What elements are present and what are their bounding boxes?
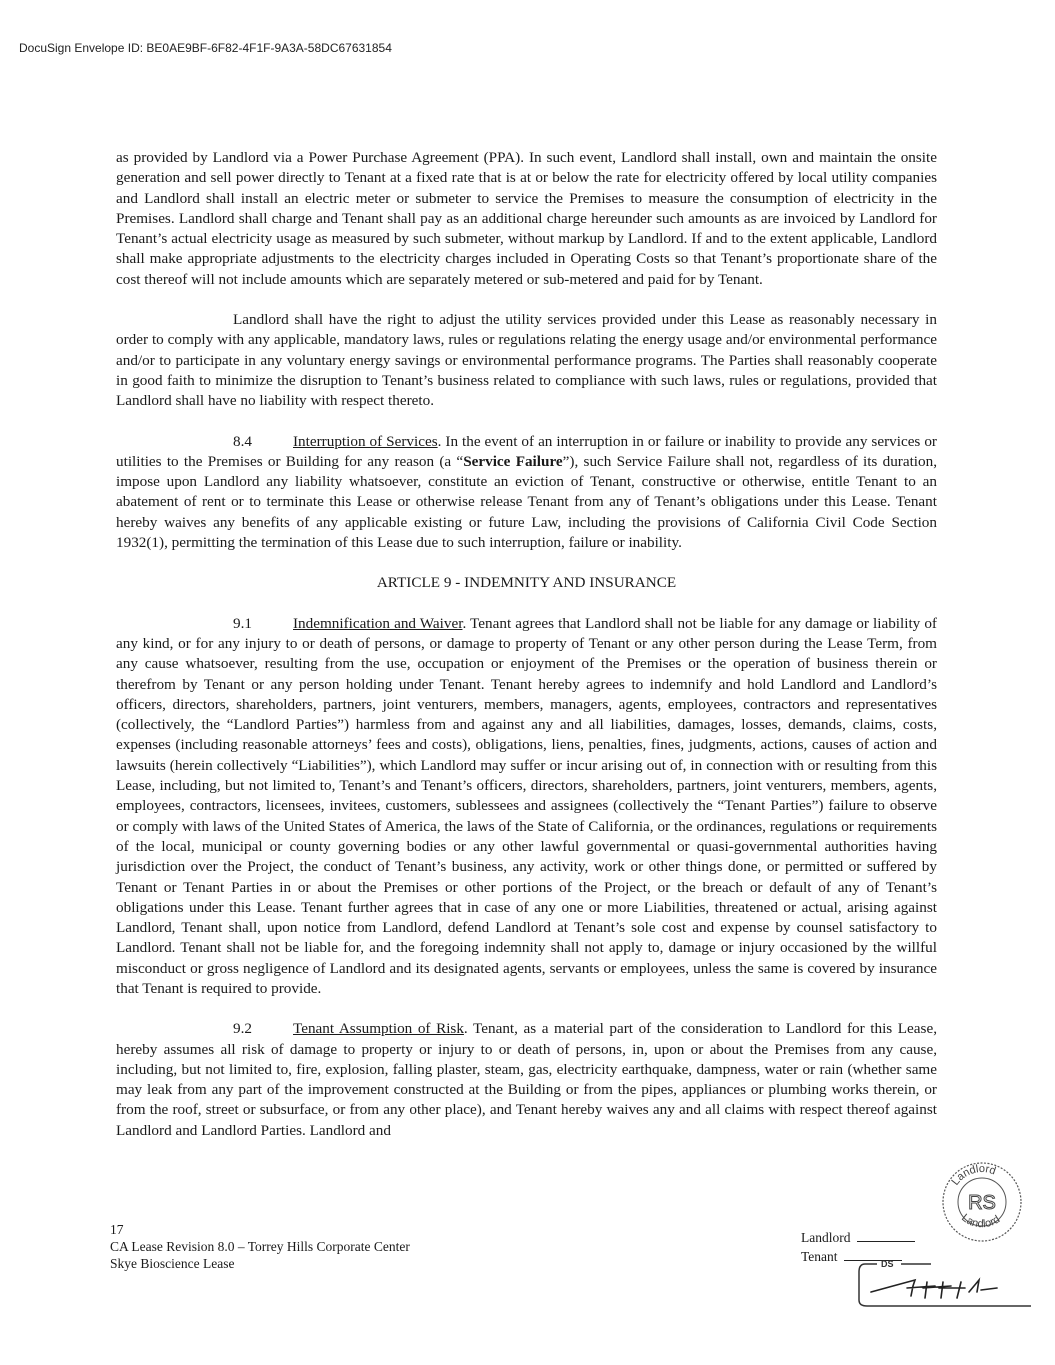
document-body [116, 148, 937, 1161]
section-number: 9.1 [233, 614, 252, 632]
paragraph-ppa: as provided by Landlord via a Power Purchase Agreement (PPA). In such event, Landlord shall install, own and maintain the onsite generation and sell power directly to Tenant at a fixed rate that is at or below the rate for electricity offered by local utility companies and Landlord shall install an electric meter or submeter to service the Premises to measure the consumption of electricity in the Premises. Landlord shall charge and Tenant shall pay as an additional charge hereunder such amounts as are invoiced by Landlord for Tenant’s actual electricity usage as measured by such submeter, without markup by Landlord. If and to the extent applicable, Landlord shall make appropriate adjustments to the electricity charges included in Operating Costs so that Tenant’s proportionate share of the cost thereof will not include amounts which are separately metered or sub-metered and paid for by Tenant. [116, 149, 937, 288]
section-text: . Tenant, as a material part of the consideration to Landlord for this Lease, hereby assumes all risk of damage to property or injury to or death of persons, in, upon or about the Premises from any cause, including, but not limited to, fire, explosion, falling plaster, steam, gas, electricity earthquake, dampness, water or rain (whether same may leak from any part of the improvement constructed at the Building or from the pipes, appliances or plumbing works therein, or from the roof, street or subsurface, or from any other place), and Tenant hereby waives any and all claims with respect thereof against Landlord and Landlord Parties. Landlord and [116, 1020, 937, 1139]
section-number: 8.4 [233, 432, 252, 450]
landlord-initial-label: Landlord [801, 1230, 851, 1245]
tenant-signature-scribble [871, 1280, 997, 1298]
page-number: 17 [110, 1222, 124, 1237]
section-title: Interruption of Services [293, 432, 438, 450]
footer-lease-revision: CA Lease Revision 8.0 – Torrey Hills Corporate Center [110, 1239, 410, 1254]
docusign-tag: DS [881, 1259, 894, 1269]
seal-initials: RS [968, 1192, 996, 1214]
landlord-initial-line[interactable] [857, 1241, 915, 1242]
section-text-continued: ”), such Service Failure shall not, regardless of its duration, impose upon Landlord any liability whatsoever, constitute an eviction of Tenant, constructive or otherwise, entitle Tenant to an abatement of rent or to terminate this Lease or otherwise release Tenant from any of Tenant’s obligations under this Lease. Tenant hereby waives any benefits of any applicable existing or future Law, including the provisions of California Civil Code Section 1932(1), permitting the termination of this Lease due to such interruption, failure or inability. [116, 452, 938, 552]
article-heading: ARTICLE 9 - INDEMNITY AND INSURANCE [376, 574, 677, 592]
section-9-1 [116, 614, 937, 1000]
section-text: . In the event of an interruption in or failure or inability to provide any services or utilities to the Premises or Building for any reason (a “ [116, 432, 937, 470]
defined-term: Service Failure [463, 452, 563, 470]
section-8-4 [116, 432, 937, 554]
tenant-signature-box[interactable] [857, 1252, 1033, 1310]
paragraph-utility-adjust: Landlord shall have the right to adjust the utility services provided under this Lease as reasonably necessary in order to comply with any applicable, mandatory laws, rules or regulations relating the energy usage and/or environmental performance and/or to participate in any voluntary energy savings or environmental performance programs. The Parties shall reasonably cooperate in good faith to minimize the disruption to Tenant’s business related to compliance with such laws, rules or regulations, provided that Landlord shall have no liability with respect thereto. [116, 311, 937, 410]
section-number: 9.2 [233, 1020, 252, 1038]
seal-ring-text-bottom: Landlord [959, 1211, 1003, 1231]
section-title: Indemnification and Waiver [293, 614, 463, 632]
landlord-initials-seal [940, 1160, 1024, 1244]
footer-left [110, 1221, 410, 1272]
seal-ring-text-top: Landlord [949, 1162, 998, 1188]
section-text: . Tenant agrees that Landlord shall not be liable for any damage or liability of any kind, or for any injury to or death of persons, or damage to property of Tenant or any other person during the Lease Term, from any cause whatsoever, resulting from the use, occupation or enjoyment of the Premises or the operation of business therein or therefrom by Tenant or any person holding under Tenant. Tenant hereby agrees to indemnify and hold Landlord and Landlord’s officers, directors, shareholders, partners, joint venturers, members, managers, agents, employees, contractors and representatives (collectively, the “Landlord Parties”) harmless from and against any and all liabilities, damages, losses, demands, claims, costs, expenses (including reasonable attorneys’ fees and costs), obligations, liens, penalties, fines, judgments, actions, causes of action and lawsuits (herein collectively “Liabilities”), which Landlord may suffer or incur arising out of, in connection with or resulting from this Lease, including, but not limited to, Tenant’s and Tenant’s officers, directors, shareholders, partners, joint venturers, members, agents, employees, contractors, licensees, invitees, customers, sublessees and assignees (collectively the “Tenant Parties”) failure to observe or comply with laws of the United States of America, the laws of the State of California, or the ordinances, regulations or requirements of the local, municipal or county governing bodies or any other lawful governmental or quasi-governmental authorities having jurisdiction over the Project, the conduct of Tenant’s business, any activity, work or other things done, or permitted or suffered by Tenant or Tenant Parties in or about the Premises or other portions of the Project, or the breach or default of any of Tenant’s obligations under this Lease. Tenant further agrees that in case of any one or more Liabilities, threatened or actual, arising against Landlord, Tenant shall, upon notice from Landlord, defend Landlord at Tenant’s sole cost and expense by counsel satisfactory to Landlord. Tenant shall not be liable for, and the foregoing indemnity shall not apply to, damage or injury occasioned by the willful misconduct or gross negligence of Landlord and its designated agents, servants or employees, unless the same is covered by insurance that Tenant is required to provide. [116, 614, 937, 997]
tenant-initial-label: Tenant [801, 1249, 838, 1264]
docusign-envelope-id: DocuSign Envelope ID: BE0AE9BF-6F82-4F1F-9A3A-58DC67631854 [19, 41, 392, 55]
footer-lease-name: Skye Bioscience Lease [110, 1256, 235, 1271]
section-title: Tenant Assumption of Risk [293, 1020, 464, 1038]
section-9-2 [116, 1019, 937, 1141]
